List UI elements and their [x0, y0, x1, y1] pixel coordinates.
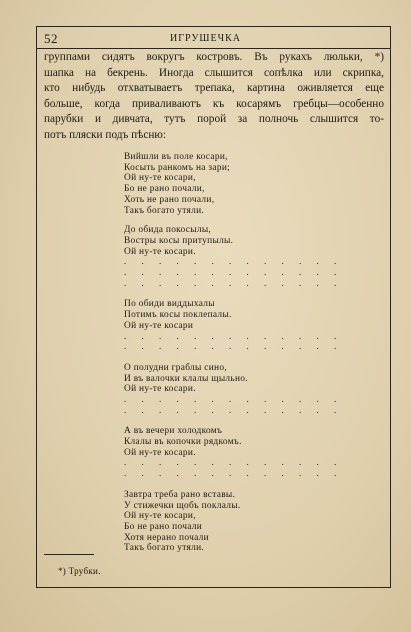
- verse-line: Ой ну-те косари.: [124, 447, 196, 458]
- verse-line: Ой ну-те косари,: [124, 511, 196, 522]
- ellipsis-row: . . . . . . . . . . . . .: [124, 256, 343, 267]
- ellipsis-row: . . . . . . . . . . . . .: [124, 267, 343, 278]
- prose-line: потъ пляски подъ пѣсню:: [44, 128, 166, 141]
- verse-line: Потимъ косы поклепалы.: [124, 310, 232, 321]
- verse-line: О полудни граблы сино,: [124, 362, 227, 373]
- prose-line: группами сидятъ вокругъ костровъ. Въ рукахъ люльки, *): [44, 51, 384, 63]
- verse-line: Такъ богато утяли.: [124, 205, 205, 216]
- verse-line: У стижечки щобъ поклалы.: [124, 500, 241, 511]
- stanza-2: [124, 225, 354, 289]
- prose-line: кто нибудь отхватываетъ трепака, картина оживляется еще: [44, 82, 384, 95]
- verse-line: Клалы въ копочки рядкомъ.: [124, 437, 242, 448]
- ellipsis-row: . . . . . . . . . . . . .: [124, 393, 343, 404]
- verse-line: Ой ну-те косари,: [124, 173, 196, 184]
- verse-line: Ой ну-те косари.: [124, 384, 196, 395]
- running-title: ИГРУШЕЧКА: [170, 33, 241, 44]
- header-rule: [36, 48, 391, 49]
- stanza-4: [124, 363, 354, 416]
- prose-paragraph: [44, 50, 384, 144]
- ellipsis-row: . . . . . . . . . . . . .: [124, 468, 343, 479]
- verse-line: По обиди виддыхалы: [124, 299, 215, 310]
- verse-line: Вийшли въ поле косари,: [124, 152, 228, 162]
- song-poem: [124, 152, 354, 554]
- verse-line: До обида покосылы,: [124, 225, 212, 236]
- ellipsis-row: . . . . . . . . . . . . .: [124, 330, 343, 341]
- ellipsis-row: . . . . . . . . . . . . .: [124, 404, 343, 415]
- verse-line: Бо не рано почали: [124, 521, 203, 532]
- prose-line: шапка на бекрень. Иногда слышится сопѣлка или скрипка,: [44, 66, 384, 79]
- verse-line: Косыть ранкомъ на зари;: [124, 162, 231, 173]
- verse-line: Такъ богато утяли.: [124, 543, 205, 554]
- verse-line: Востры косы притупылы.: [124, 235, 234, 246]
- verse-line: И въ валочки клалы щыльно.: [124, 373, 248, 384]
- verse-line: Хоть не рано почали,: [124, 194, 215, 205]
- stanza-5: [124, 426, 354, 479]
- verse-line: Ой ну-те косари: [124, 320, 194, 331]
- prose-line: парубки и дивчата, тутъ порой за полночь слышится то-: [44, 113, 384, 126]
- stanza-1: [124, 152, 354, 216]
- ellipsis-row: . . . . . . . . . . . . .: [124, 341, 343, 352]
- page-number: 52: [44, 31, 58, 46]
- verse-line: Хотя нерано почали: [124, 532, 209, 543]
- ellipsis-row: . . . . . . . . . . . . .: [124, 277, 343, 288]
- stanza-3: [124, 299, 354, 352]
- verse-line: Бо не рано почали,: [124, 184, 205, 195]
- ellipsis-row: . . . . . . . . . . . . .: [124, 457, 343, 468]
- stanza-6: [124, 490, 354, 554]
- verse-line: А въ вечери холодкомъ: [124, 426, 223, 437]
- footnote: *) Трубки.: [58, 566, 101, 576]
- verse-line: Ой ну-те косари.: [124, 246, 196, 257]
- prose-line: больше, когда приваливаютъ къ косарямъ гребцы—особенно: [44, 97, 384, 110]
- footnote-rule: [44, 554, 94, 555]
- verse-line: Завтра треба рано вставы.: [124, 489, 236, 500]
